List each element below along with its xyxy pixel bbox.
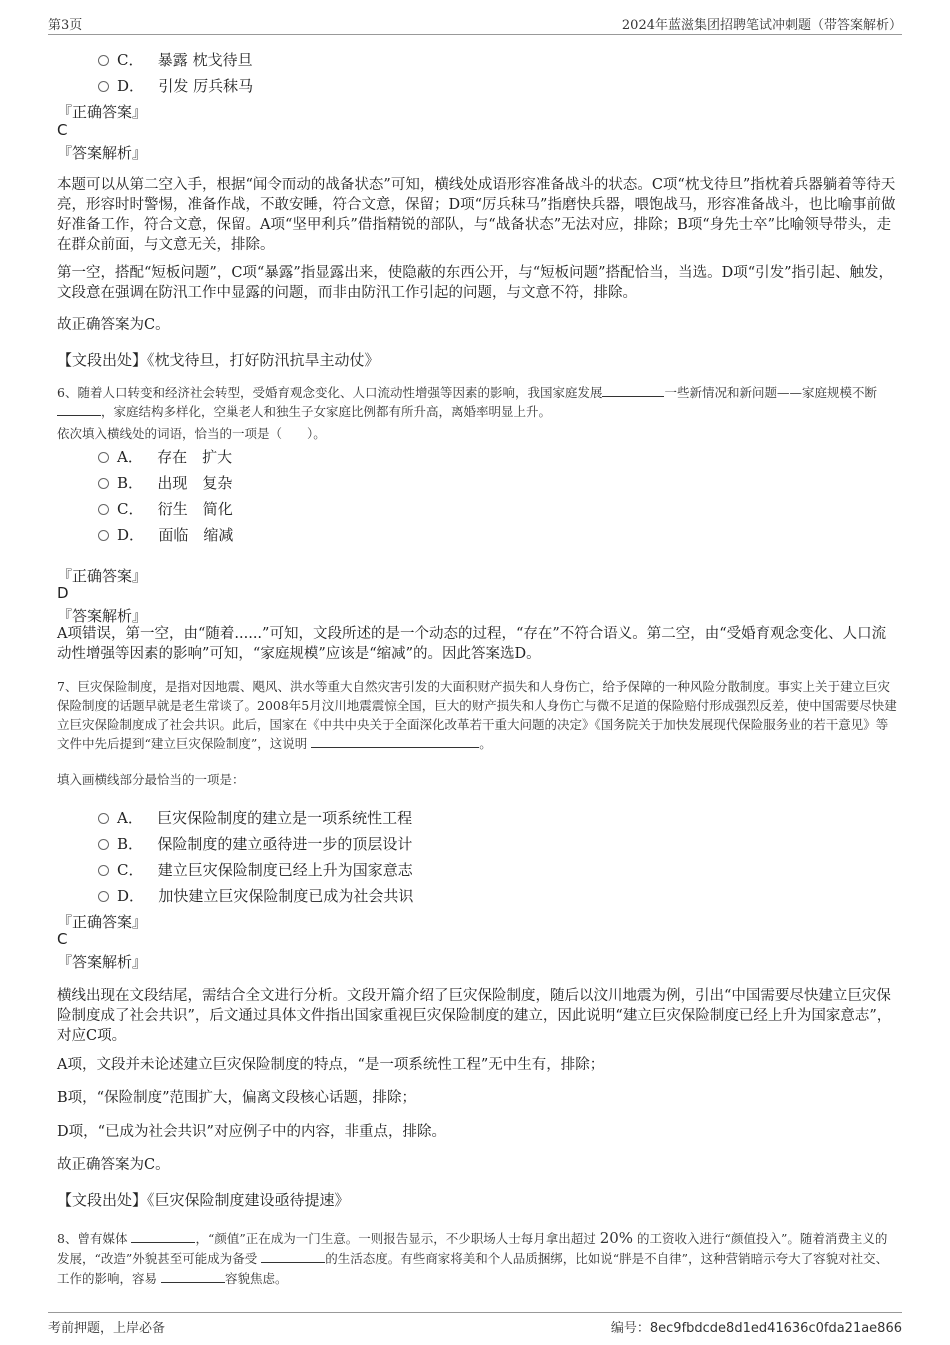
option-c[interactable]: C． 衍生 简化 — [98, 498, 233, 519]
analysis-paragraph: D项，“已成为社会共识”对应例子中的内容，非重点，排除。 — [57, 1124, 446, 1140]
option-b[interactable]: B． 出现 复杂 — [98, 472, 232, 493]
document-title: 2024年蓝滋集团招聘笔试冲刺题（带答案解析） — [621, 18, 902, 33]
analysis-paragraph: A项错误，第一空，由“随着......”可知，文段所述的是一个动态的过程，“存在”不符合语义。第二空，由“受婚育观念变化、人口流动性增强等因素的影响”可知，“家庭规模”应该是“缩减”的。因此答案选D。 — [57, 626, 887, 662]
source-citation: 【文段出处】《巨灾保险制度建设亟待提速》 — [57, 1191, 350, 1209]
question-prompt: 依次填入横线处的词语，恰当的一项是（ ）。 — [57, 426, 326, 441]
answer-tag: 『正确答案』 — [57, 103, 148, 121]
fill-blank[interactable] — [261, 1250, 325, 1263]
correct-answer: C — [57, 121, 68, 139]
analysis-conclusion: 故正确答案为C。 — [57, 1157, 170, 1173]
analysis-tag: 『答案解析』 — [57, 144, 148, 162]
option-d[interactable]: D． 面临 缩减 — [98, 524, 233, 545]
fill-blank[interactable] — [602, 384, 664, 397]
option-b[interactable]: B． 保险制度的建立亟待进一步的顶层设计 — [98, 833, 412, 854]
analysis-tag: 『答案解析』 — [57, 953, 148, 971]
fill-blank[interactable] — [311, 735, 479, 748]
radio-icon[interactable] — [98, 478, 109, 489]
analysis-conclusion: 故正确答案为C。 — [57, 317, 170, 333]
answer-tag: 『正确答案』 — [57, 567, 148, 585]
footer-slogan: 考前押题，上岸必备 — [48, 1321, 166, 1336]
analysis-paragraph: A项，文段并未论述建立巨灾保险制度的特点，“是一项系统性工程”无中生有，排除； — [57, 1057, 605, 1073]
analysis-paragraph: 第一空，搭配“短板问题”，C项“暴露”指显露出来，使隐蔽的东西公开，与“短板问题”搭配恰当，当选。D项“引发”指引起、触发，文段意在强调在防汛工作中显露的问题，而非由防汛工作引起的问题，与文意不符，排除。 — [57, 265, 894, 301]
answer-tag: 『正确答案』 — [57, 913, 148, 931]
analysis-paragraph: B项，“保险制度”范围扩大，偏离文段核心话题，排除； — [57, 1090, 416, 1106]
option-c[interactable]: C． 建立巨灾保险制度已经上升为国家意志 — [98, 859, 413, 880]
page-footer — [48, 1312, 902, 1339]
fill-blank[interactable] — [161, 1270, 225, 1283]
radio-icon[interactable] — [98, 891, 109, 902]
analysis-tag: 『答案解析』 — [57, 607, 148, 625]
radio-icon[interactable] — [98, 865, 109, 876]
question-stem: 8、曾有媒体 ，“颜值”正在成为一门生意。一则报告显示，不少职场人士每月拿出超过 20% 的工资收入进行“颜值投入”。随着消费主义的发展，“改造”外貌甚至可能成为备受 的生活态度。有些商家将美和个人品质捆绑，比如说“胖是不自律”，这种营销暗示夸大了容貌对社交、工作的影响，容易 容貌焦虑。 — [57, 1229, 889, 1286]
correct-answer: C — [57, 930, 68, 948]
analysis-paragraph: 横线出现在文段结尾，需结合全文进行分析。文段开篇介绍了巨灾保险制度，随后以汶川地震为例，引出“中国需要尽快建立巨灾保险制度成了社会共识”，后文通过具体文件指出国家重视巨灾保险制度的建立，因此说明“建立巨灾保险制度已经上升为国家意志”，对应C项。 — [57, 988, 892, 1044]
fill-blank[interactable] — [131, 1230, 195, 1243]
radio-icon[interactable] — [98, 452, 109, 463]
option-a[interactable]: A． 存在 扩大 — [98, 446, 232, 467]
radio-icon[interactable] — [98, 530, 109, 541]
fill-blank[interactable] — [57, 403, 101, 416]
radio-icon[interactable] — [98, 813, 109, 824]
radio-icon[interactable] — [98, 839, 109, 850]
option-d[interactable]: D． 引发 厉兵秣马 — [98, 75, 253, 96]
page-number: 第3页 — [48, 18, 83, 33]
document-code: 编号：8ec9fbdcde8d1ed41636c0fda21ae866 — [610, 1321, 902, 1336]
radio-icon[interactable] — [98, 55, 109, 66]
question-stem: 6、随着人口转变和经济社会转型，受婚育观念变化、人口流动性增强等因素的影响，我国家庭发展 一些新情况和新问题——家庭规模不断，家庭结构多样化，空巢老人和独生子女家庭比例都有所升高，离婚率明显上升。 — [57, 385, 877, 419]
source-citation: 【文段出处】《枕戈待旦，打好防汛抗旱主动仗》 — [57, 351, 380, 369]
option-d[interactable]: D． 加快建立巨灾保险制度已成为社会共识 — [98, 885, 413, 906]
option-c[interactable]: C． 暴露 枕戈待旦 — [98, 49, 253, 70]
analysis-paragraph: 本题可以从第二空入手，根据“闻令而动的战备状态”可知，横线处成语形容准备战斗的状态。C项“枕戈待旦”指枕着兵器躺着等待天亮，形容时时警惕，准备作战，不敢安睡，符合文意，保留；D项“厉兵秣马”指磨快兵器，喂饱战马，形容准备战斗，也比喻事前做好准备工作，符合文意，保留。A项“坚甲利兵”借指精锐的部队，与“战备状态”无法对应，排除；B项“身先士卒”比喻领导带头，走在群众前面，与文意无关，排除。 — [57, 177, 896, 253]
radio-icon[interactable] — [98, 504, 109, 515]
option-a[interactable]: A． 巨灾保险制度的建立是一项系统性工程 — [98, 807, 412, 828]
radio-icon[interactable] — [98, 81, 109, 92]
correct-answer: D — [57, 584, 69, 602]
page-header — [48, 12, 902, 35]
question-stem: 7、巨灾保险制度，是指对因地震、飓风、洪水等重大自然灾害引发的大面积财产损失和人身伤亡，给予保障的一种风险分散制度。事实上关于建立巨灾保险制度的话题早就是老生常谈了。2008年5月汶川地震震惊全国，巨大的财产损失和人身伤亡与微不足道的保险赔付形成强烈反差，使中国需要尽快建立巨灾保险制度成了社会共识。此后，国家在《中共中央关于全面深化改革若干重大问题的决定》《国务院关于加快发展现代保险服务业的若干意见》等文件中先后提到“建立巨灾保险制度”，这说明 。 — [57, 679, 897, 751]
question-prompt: 填入画横线部分最恰当的一项是： — [57, 772, 245, 787]
